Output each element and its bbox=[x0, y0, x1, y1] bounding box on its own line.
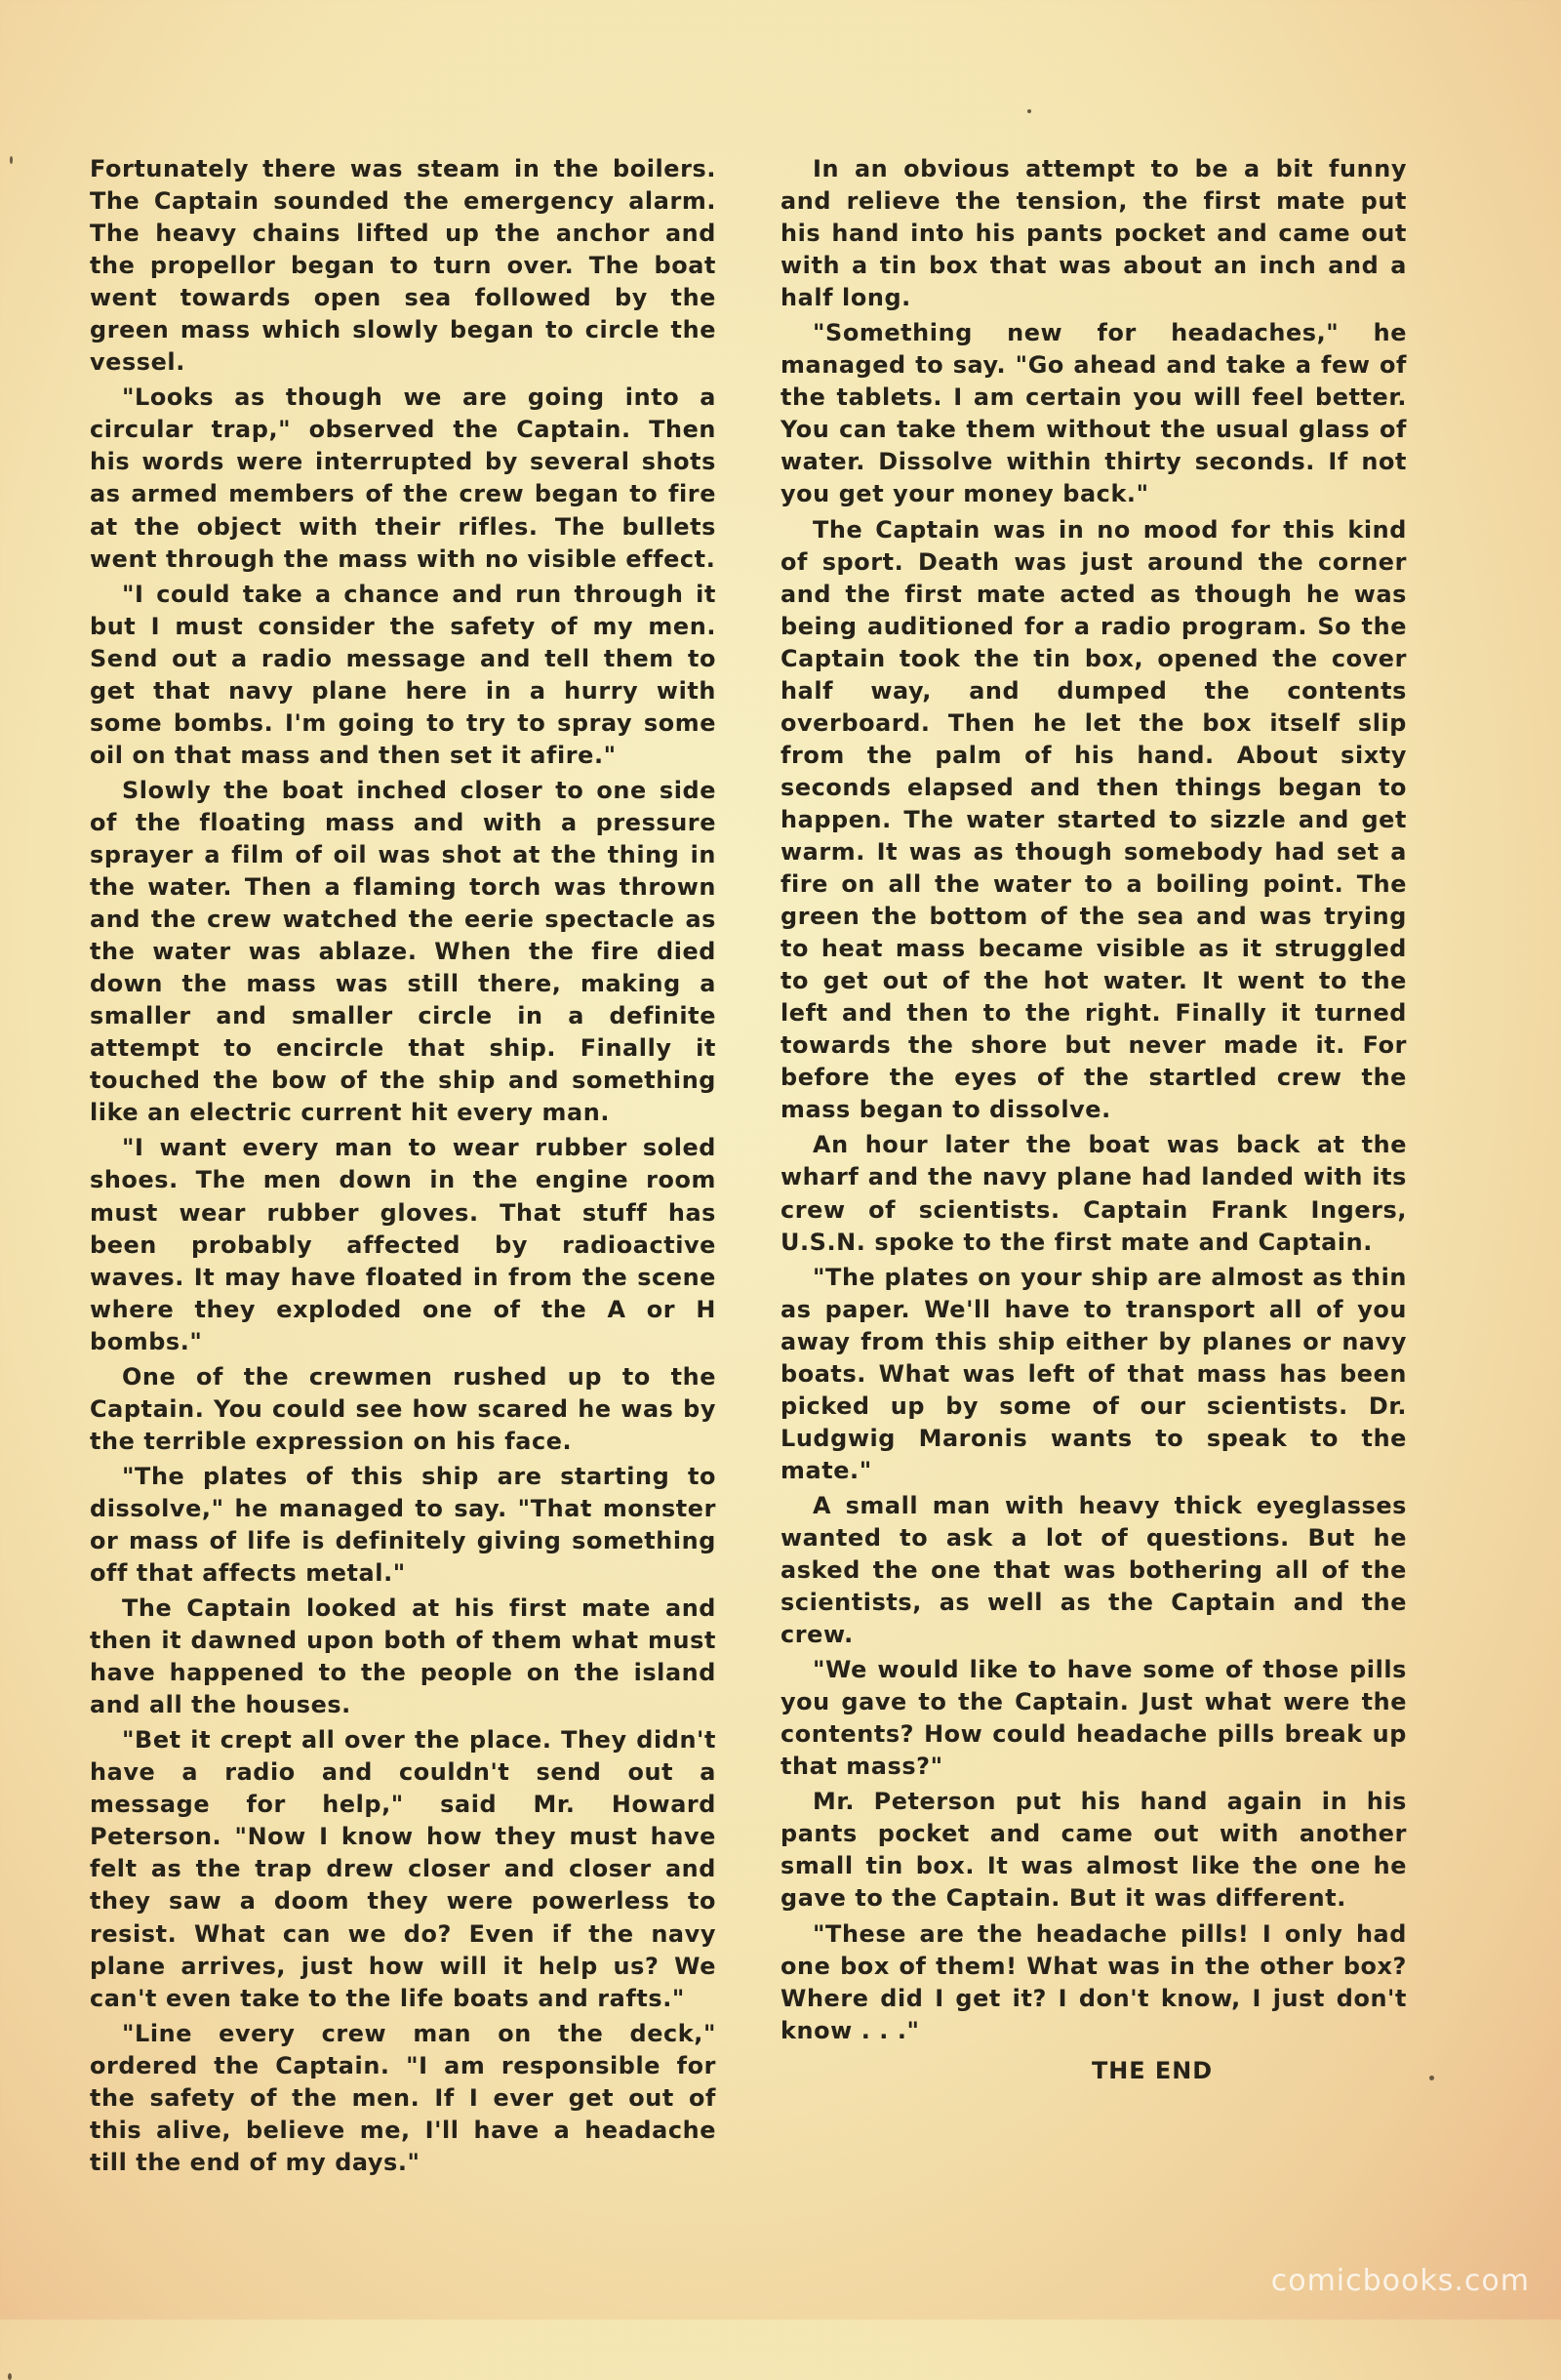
paper-speck bbox=[10, 156, 13, 164]
paragraph: "I could take a chance and run through it but I must consider the safety of my men. Send out a radio message and tell them to get that navy plane here in a hurry with some bombs. I'm going to try to spray some oil on that mass and then set it afire." bbox=[90, 580, 716, 769]
paragraph: Mr. Peterson put his hand again in his pants pocket and came out with another small tin box. It was almost like the one he gave to the Captain. But it was different. bbox=[780, 1788, 1407, 1913]
paragraph: "I want every man to wear rubber soled shoes. The men down in the engine room must wear rubber gloves. That stuff has been probably affected by radioactive waves. It may have floated in from the scene where they exploded one of the A or H bombs." bbox=[90, 1134, 716, 1355]
paragraph: Fortunately there was steam in the boilers. The Captain sounded the emergency alarm. The heavy chains lifted up the anchor and the propellor began to turn over. The boat went towards open sea followed by the green mass which slowly began to circle the vessel. bbox=[90, 155, 716, 377]
left-text-column bbox=[90, 153, 716, 2182]
paragraph: "The plates of this ship are starting to dissolve," he managed to say. "That monster or mass of life is definitely giving something off that affects metal." bbox=[90, 1462, 716, 1588]
the-end-label: THE END bbox=[1091, 2056, 1214, 2084]
paragraph: One of the crewmen rushed up to the Captain. You could see how scared he was by the terrible expression on his face. bbox=[90, 1362, 716, 1455]
paragraph: In an obvious attempt to be a bit funny and relieve the tension, the first mate put his hand into his pants pocket and came out with a tin box that was about an inch and a half long. bbox=[780, 155, 1407, 312]
paragraph: "Something new for headaches," he managed to say. "Go ahead and take a few of the tablets. I am certain you will feel better. You can take them without the usual glass of water. Dissolve within thirty seconds. If not you get your money back." bbox=[780, 319, 1407, 508]
paragraph: The Captain looked at his first mate and then it dawned upon both of them what must have happened to the people on the island and all the houses. bbox=[90, 1594, 716, 1719]
paragraph: "Looks as though we are going into a circular trap," observed the Captain. Then his words were interrupted by several shots as armed members of the crew began to fire at the object with their rifles. The bullets went through the mass with no visible effect. bbox=[90, 383, 716, 573]
paragraph: "Bet it crept all over the place. They didn't have a radio and couldn't send out a message for help," said Mr. Howard Peterson. "Now I know how they must have felt as the trap drew closer and closer and they saw a doom they were powerless to resist. What can we do? Even if the navy plane arrives, just how will it help us? We can't even take to the life boats and rafts." bbox=[90, 1726, 716, 2012]
paragraph: "Line every crew man on the deck," ordered the Captain. "I am responsible for the safety of the men. If I ever get out of this alive, believe me, I'll have a headache till the end of my days." bbox=[90, 2019, 716, 2176]
paragraph: An hour later the boat was back at the wharf and the navy plane had landed with its crew of scientists. Captain Frank Ingers, U.S.N. spoke to the first mate and Captain. bbox=[780, 1131, 1407, 1256]
right-text-column bbox=[780, 153, 1407, 2090]
paragraph: The Captain was in no mood for this kind of sport. Death was just around the corner and the first mate acted as though he was being auditioned for a radio program. So the Captain took the tin box, opened the cover half way, and dumped the contents overboard. Then he let the box itself slip from the palm of his hand. About sixty seconds elapsed and then things began to happen. The water started to sizzle and get warm. It was as though somebody had set a fire on all the water to a boiling point. The green the bottom of the sea and was trying to heat mass became visible as it struggled to get out of the hot water. It went to the left and then to the right. Finally it turned towards the shore but never made it. For before the eyes of the startled crew the mass began to dissolve. bbox=[780, 515, 1407, 1124]
paper-speck bbox=[1429, 2076, 1434, 2080]
watermark: comicbooks.com bbox=[1270, 2264, 1530, 2298]
paper-speck bbox=[8, 2373, 12, 2380]
paper-speck bbox=[1027, 109, 1031, 113]
paragraph: "We would like to have some of those pills you gave to the Captain. Just what were the contents? How could headache pills break up that mass?" bbox=[780, 1656, 1407, 1781]
paragraph: Slowly the boat inched closer to one side of the floating mass and with a pressure sprayer a film of oil was shot at the thing in the water. Then a flaming torch was thrown and the crew watched the eerie spectacle as the water was ablaze. When the fire died down the mass was still there, making a smaller and smaller circle in a definite attempt to encircle that ship. Finally it touched the bow of the ship and something like an electric current hit every man. bbox=[90, 776, 716, 1127]
paragraph: "These are the headache pills! I only had one box of them! What was in the other box? Where did I get it? I don't know, I just don't know . . ." bbox=[780, 1919, 1407, 2044]
paragraph: "The plates on your ship are almost as thin as paper. We'll have to transport all of you away from this ship either by planes or navy boats. What was left of that mass has been picked up by some of our scientists. Dr. Ludgwig Maronis wants to speak to the mate." bbox=[780, 1263, 1407, 1484]
paragraph: A small man with heavy thick eyeglasses wanted to ask a lot of questions. But he asked the one that was bothering all of the scientists, as well as the Captain and the crew. bbox=[780, 1491, 1407, 1649]
